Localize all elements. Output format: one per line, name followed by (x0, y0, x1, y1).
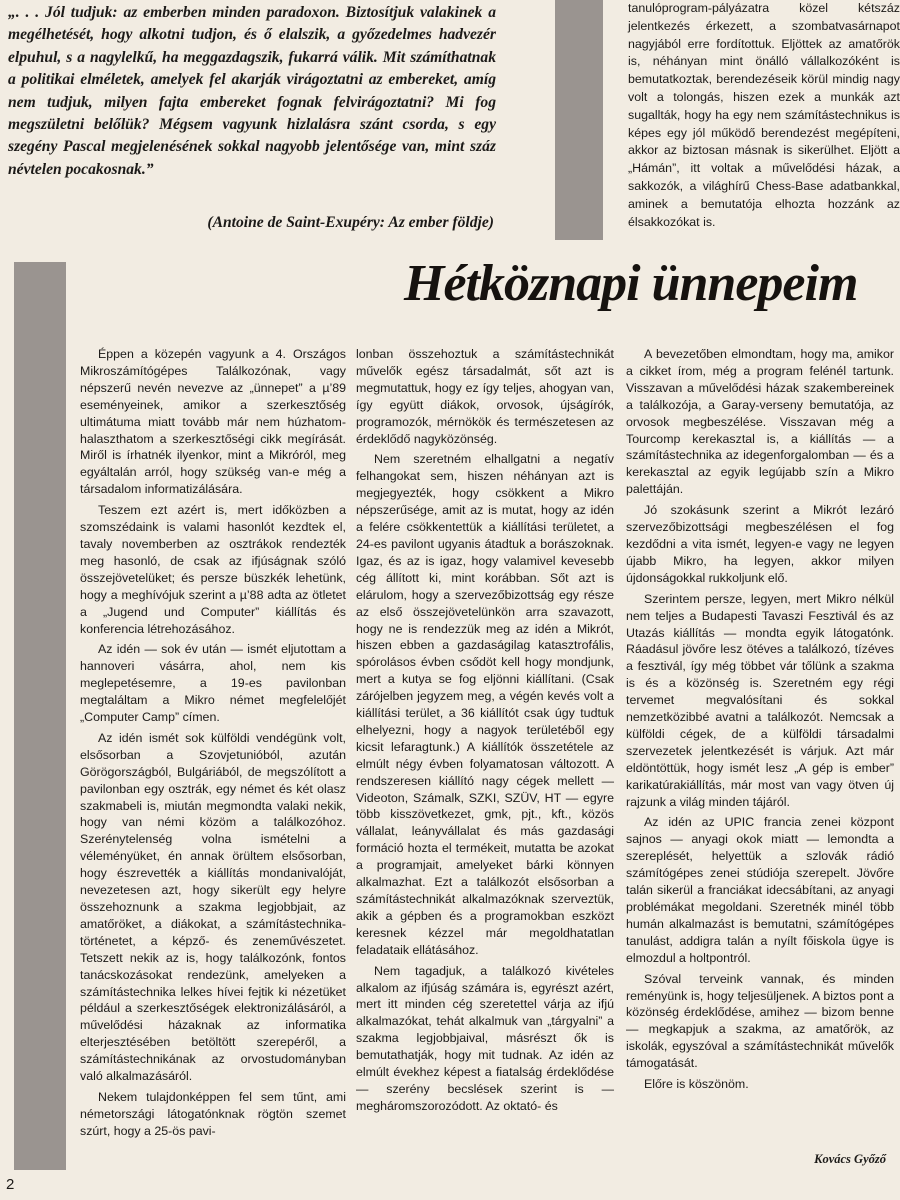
paragraph: Nem tagadjuk, a találkozó kivételes alkalom az ifjúság számára is, egyrészt azért, mert itt minden cég szeretettel várja az ifjú alkalmazókat, tehát alkalmuk van „tárgyalni” a szakma legjobbjaival, másrészt ők is bemutathatják, hogy mit tudnak. Az idén az elmúlt évekhez képest a fiatalság érdeklődése — szerény becslések szerint is — megháromszorozódott. Az oktató- és (356, 963, 614, 1113)
article-column-3 (626, 346, 894, 1097)
paragraph: Szóval terveink vannak, és minden reményünk is, hogy teljesüljenek. A biztos pont a közönség érdeklődése, amihez — bizom benne — megkapjuk a szakma, az amatőrök, az iskolák, egyszóval a számítástechnikát művelők támogatását. (626, 971, 894, 1071)
paragraph: Az idén — sok év után — ismét eljutottam a hannoveri vásárra, ahol, nem kis meglepetésemre, a 19-es pavilonban megtaláltam a Mikro német megfelelőjét „Computer Camp” címen. (80, 642, 346, 725)
paragraph: Teszem ezt azért is, mert időközben a szomszédaink is valami hasonlót kezdtek el, tavaly novemberben az osztrákok rendezték meg hasonló, de csak az ifjúságnak szóló összejövetelüket; és persze büszkék lehetünk, hogy a meghívójuk szerint a µ’88 adta az ötletet a „Jugend und Computer” kiállítás és konferencia létrehozásához. (80, 503, 346, 636)
decorative-gray-bar-top (555, 0, 603, 240)
paragraph: Jó szokásunk szerint a Mikrót lezáró szervezőbizottsági megbeszélésen el fog kezdődni a vita ismét, legyen-e vagy ne legyen újabb Mikro, ha legyen, akkor milyen újdonságokkal rukkoljunk elő. (626, 503, 894, 585)
paragraph: Az idén az UPIC francia zenei központ sajnos — anyagi okok miatt — lemondta a szereplését, helyettük a szlovák rádió számítógépes zenei stúdiója szerepelt. Jövőre talán sikerül a franciákat idecsábítani, az anyagi problémákat megoldani. Szeretnék minél több humán alkalmazást is bemutatni, számítógépes tanulást, addigra talán a nyílt főiskola ügye is elmozdul a holtpontról. (626, 815, 894, 965)
paragraph: Nem szeretném elhallgatni a negatív felhangokat sem, hiszen néhányan azt is megjegyezték, hogy csökkent a Mikro népszerűsége, amit az is mutat, hogy az idén a felére csökkentettük a kiállítási területet, a 24-es pavilont ugyanis átadtuk a borászoknak. Igaz, és az is igaz, hogy valamivel kevesebb cég állított ki, mint korábban. Sőt azt is elárulom, hogy a szervezőbizottság egy része az első összejövetelünkön arra szavazott, hogy ne is rendezzük meg az idén a Mikrót, hiszen ebben a gazdaságilag katasztrofális, spórolásos évben csődöt kell hogy mondjunk, mert a kutya se fog eljönni kiállítani. (Csak zárójelben jegyzem meg, a végén kevés volt a kiállítási terület, a 36 kiállítót csak úgy tudtuk elhelyezni, hogy a nagyok területéből egy kicsit lefaragtunk.) A kiállítók összetétele az elmúlt négy évben folyamatosan változott. A rendszeresen kiállító nagy cégek mellett — Videoton, Számalk, SZKI, SZÜV, HT — egyre több kisszövetkezet, gmk, pjt., kft., közös vállalat, leányvállalat és más gazdasági formáció hozta el termékeit, mutatta be azokat a programjait, amelyeket bárki könnyen alkalmazhat. Ezt a találkozót elsősorban a számítástechnikát alkalmazóknak szerveztük, akik a gépben és a programokban eszközt keresnek kézzel már megoldhatatlan feladataik ellátásához. (356, 452, 614, 957)
paragraph: Az idén ismét sok külföldi vendégünk volt, elsősorban a Szovjetunióból, azután Görögországból, Bulgáriából, de megszólított a pavilonban egy osztrák, egy német és két olasz szakmabeli is, miután megmondta valaki nekik, hogy van némi közöm a találkozóhoz. Szerénytelenség volna ismételni a véleményüket, én annak örültem elsősorban, hogy észrevették a kiállítás mondanivalóját, nevezetesen azt, hogy sikerült egy helyre összehoznunk a szakma legjobbjait, az amatőröket, a diákokat, a számítástechnika-történetet, a képző- és zeneművészetet. Tetszett nekik az is, hogy találkozónk, fontos tanácskozásokat rendezünk, amelyeken a számítástechnika lelkes hívei fejtik ki nézetüket például a szerkesztőségek elektronizálásáról, a művelődési házaknak az informatika elterjesztésében betöltött szerepéről, a számítástechnikának az orvostudományban való alkalmazásáról. (80, 730, 346, 1084)
article-headline: Hétköznapi ünnepeim (404, 255, 858, 312)
paragraph: Előre is köszönöm. (644, 1077, 749, 1092)
paragraph: Éppen a közepén vagyunk a 4. Országos Mikroszámítógépes Találkozónak, vagy népszerű nevén nevezve az „ünnepet” a µ’89 eseményeinek, amikor a szerkesztőség ultimátuma miatt tovább már nem húzhatom-halaszthatom a szerkesztőségi cikk megírását. Miről is írhatnék ilyenkor, mint a Mikróról, meg egyáltalán arról, hogy szükség van-e még a társadalom informatizálására. (80, 347, 346, 497)
epigraph-quote: „. . . Jól tudjuk: az emberben minden paradoxon. Biztosítjuk valakinek a megélhetését, hogy alkotni tudjon, és ő elalszik, a győzedelmes hadvezér elpuhul, s a nagylelkű, ha meggazdagszik, fukarrá válik. Mit számíthatnak a politikai elméletek, amelyek fel akarják virágoztatni az embereket, amíg nem tudjuk, milyen fajta embereket fognak felvirágoztatni? Mi fog megszületni belőlük? Mégsem vagyunk hizlalásra szánt csorda, s egy szegény Pascal megjelenésének sokkal nagyobb jelentősége van, mint száz névtelen pocakosnak.” (8, 4, 496, 178)
article-column-1 (80, 346, 346, 1144)
paragraph: lonban összehoztuk a számítástechnikát művelők egész társadalmát, sőt azt is megmutattuk, hogy ez így teljes, ahogyan van, így együtt diákok, orvosok, újságírók, programozók, mérnökök és természetesen az érdeklődő nagyközönség. (356, 347, 614, 446)
epigraph-source: (Antoine de Saint-Exupéry: Az ember földje) (207, 214, 494, 231)
author-signature: Kovács Győző (814, 1152, 886, 1166)
article-column-2 (356, 346, 614, 1119)
paragraph: Szerintem persze, legyen, mert Mikro nélkül nem teljes a Budapesti Tavaszi Fesztivál és az Utazás kiállítás — mondta egyik látogatónk. Ráadásul jövőre lesz ötéves a találkozó, tízéves a fesztivál, így még többet vár tőlünk a szakma is és a közönség is. Szeretném egy régi tervemet megvalósítani és sokkal nemzetközibbé avatni a találkozót. Nemcsak a külföldi cégek, de a külföldi társadalmi szervezetek jelentkezését is várjuk. Azt már eldöntöttük, hogy ismét lesz „A gép is ember” karikatúrakiállítás, már most van vagy ötven új rajzunk a világ minden tájáról. (626, 591, 894, 809)
paragraph: Nekem tulajdonképpen fel sem tűnt, ami németországi látogatónknak rögtön szemet szúrt, hogy a 25-ös pavi- (80, 1089, 346, 1138)
page-number: 2 (6, 1176, 15, 1193)
paragraph: A bevezetőben elmondtam, hogy ma, amikor a cikket írom, még a program felénél tartunk. Visszavan a művelődési házak szakembereinek a találkozója, a Garay-verseny bemutatója, az orvosok megbeszélése. Visszavan még a Tourcomp kerekasztal is, a kiállítás — a számítástechnika az idegenforgalomban — és a kerekasztal az egyik legújabb szín a Mikro palettáján. (626, 347, 894, 497)
decorative-gray-bar-left (14, 262, 66, 1170)
intro-column: tanulóprogram-pályázatra közel kétszáz jelentkezés érkezett, a szombatvasárnapot nagyjából erre fordítottuk. Eljöttek az amatőrök is, néhányan mint önálló vállalkozóként is bemutatkoztak, berendezéseik körül mindig nagy volt a tolongás, hiszen ezek a munkák azt sugallták, hogy ha egy nem számítástechnikus is képes egy jól működő berendezést megépíteni, akkor az biztosan másnak is sikerülhet. Eljött a „Hámán”, itt voltak a művelődési házak, a sakkozók, a világhírű Chess-Base adatbankkal, aminek a bemutatója elhozta hozzánk az élsakkozókat is. (628, 1, 900, 229)
